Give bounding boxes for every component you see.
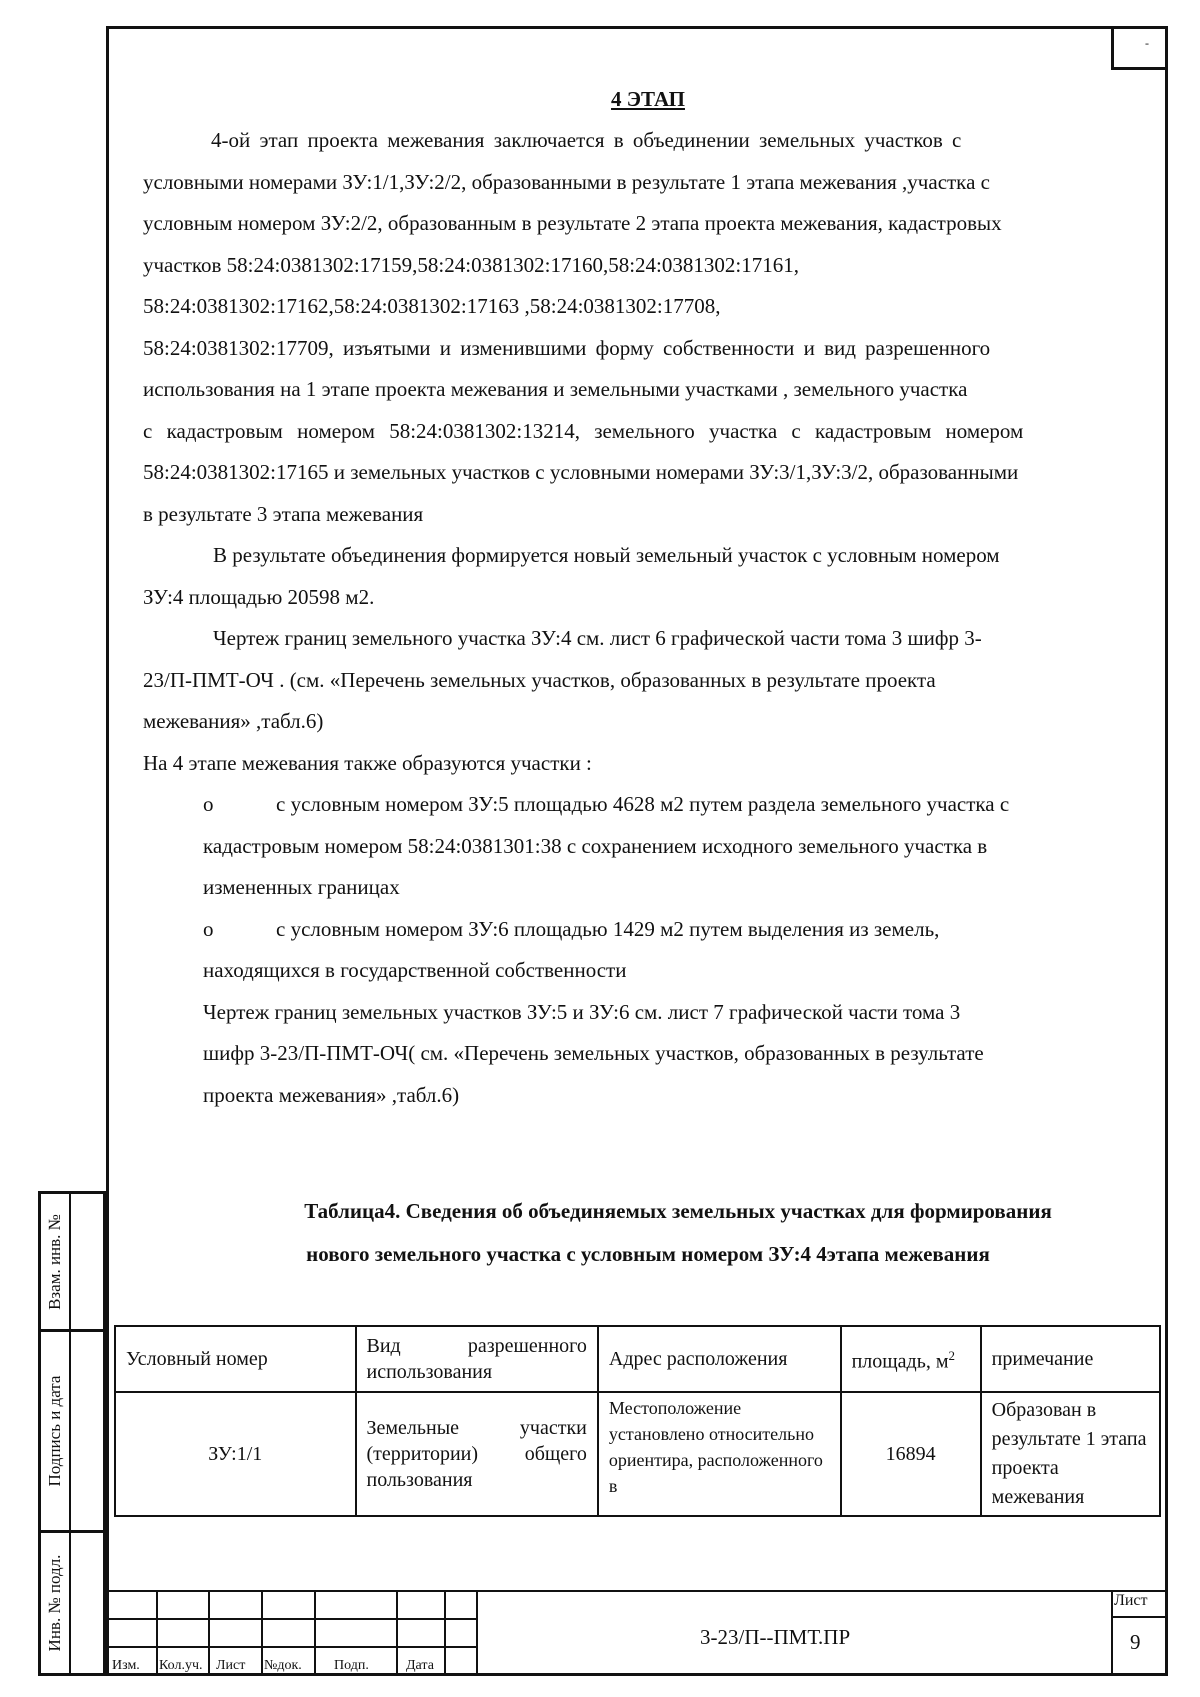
text-line: с кадастровым номером 58:24:0381302:13214, земельного участка с кадастровым номером <box>143 418 1024 443</box>
text-line: В результате объединения формируется новый земельный участок с условным номером <box>213 543 1000 567</box>
paragraph-1 <box>143 120 1153 535</box>
table-header-row <box>115 1326 1160 1392</box>
table-caption <box>143 1190 1153 1276</box>
text-line: 58:24:0381302:17162,58:24:0381302:17163 ,58:24:0381302:17708, <box>143 294 721 318</box>
text-line: шифр 3-23/П-ПМТ-ОЧ( см. «Перечень земельных участков, образованных в результате <box>203 1041 984 1065</box>
text-line: находящихся в государственной собственности <box>203 958 627 982</box>
paragraph-3 <box>143 618 1153 743</box>
text-line: 58:24:0381302:17709, изъятыми и изменившими форму собственности и вид разрешенного <box>143 335 991 360</box>
side-stamp-label: Подпись и дата <box>45 1375 64 1487</box>
cell-number: ЗУ:1/1 <box>115 1392 356 1516</box>
cell-area: 16894 <box>841 1392 981 1516</box>
text-line: 23/П-ПМТ-ОЧ . (см. «Перечень земельных участков, образованных в результате проекта <box>143 667 936 692</box>
document-body <box>143 78 1153 1116</box>
text-line: проекта межевания» ,табл.6) <box>203 1082 460 1107</box>
header-cell: примечание <box>981 1326 1160 1392</box>
sheet-number: 9 <box>1130 1630 1141 1654</box>
text-line: кадастровым номером 58:24:0381301:38 с сохранением исходного земельного участка в <box>203 833 988 858</box>
text-line: 4-ой этап проекта межевания заключается в объединении земельных участков с <box>211 128 962 152</box>
side-stamp-signature <box>38 1332 106 1533</box>
side-stamp-inventory <box>38 1533 106 1676</box>
header-cell-area <box>841 1326 981 1392</box>
header-superscript: 2 <box>948 1348 955 1364</box>
corner-box <box>1111 28 1166 70</box>
parcels-table <box>114 1325 1161 1517</box>
tb-label-docnum: №док. <box>264 1658 302 1673</box>
paragraph-2 <box>143 535 1153 618</box>
text-line: с условным номером ЗУ:6 площадью 1429 м2 путем выделения из земель, <box>276 916 940 941</box>
side-stamp-label: Взам. инв. № <box>45 1213 64 1310</box>
text-line: Чертеж границ земельных участков ЗУ:5 и ЗУ:6 см. лист 7 графической части тома 3 <box>203 999 961 1024</box>
tb-label-count: Кол.уч. <box>159 1658 203 1673</box>
tb-label-sign: Подп. <box>334 1658 369 1673</box>
tb-label-change: Изм. <box>112 1658 140 1673</box>
header-cell: Условный номер <box>115 1326 356 1392</box>
text-line: с условным номером ЗУ:5 площадью 4628 м2 путем раздела земельного участка с <box>276 792 1010 816</box>
bullet-marker: o <box>203 916 214 941</box>
bullet-item <box>143 909 1153 992</box>
text-line: Чертеж границ земельного участка ЗУ:4 см. лист 6 графической части тома 3 шифр 3- <box>213 626 982 650</box>
text-line: измененных границах <box>203 875 400 899</box>
table-row <box>115 1392 1160 1516</box>
side-stamp-replacement <box>38 1191 106 1332</box>
caption-line: нового земельного участка с условным номером ЗУ:4 4этапа межевания <box>306 1242 990 1266</box>
bullet-list <box>143 784 1153 992</box>
text-line: ЗУ:4 площадью 20598 м2. <box>143 584 375 609</box>
title-block <box>106 1590 1168 1676</box>
text-line: в результате 3 этапа межевания <box>143 501 424 526</box>
bullet-item <box>143 784 1153 909</box>
bullet-marker: o <box>203 792 214 816</box>
header-cell: Вид разрешенного использования <box>356 1326 598 1392</box>
sheet-label: Лист <box>1114 1592 1148 1609</box>
cell-address: Местоположение установлено относительно ориентира, расположенного в <box>598 1392 841 1516</box>
page-heading: 4 ЭТАП <box>611 87 685 111</box>
text-line: участков 58:24:0381302:17159,58:24:0381302:17160,58:24:0381302:17161, <box>143 252 799 277</box>
side-stamp-label: Инв. № подл. <box>45 1554 64 1652</box>
header-text: площадь, м <box>851 1350 949 1373</box>
corner-mark: - <box>1145 36 1149 50</box>
document-code: 3-23/П--ПМТ.ПР <box>700 1625 851 1649</box>
cell-note: Образован в результате 1 этапа проекта межевания <box>981 1392 1160 1516</box>
paragraph-5 <box>143 992 1153 1117</box>
text-line: 58:24:0381302:17165 и земельных участков с условными номерами ЗУ:3/1,ЗУ:3/2, образованными <box>143 460 1019 484</box>
cell-use: Земельные участки (территории) общего пользования <box>356 1392 598 1516</box>
text-line: условным номером ЗУ:2/2, образованным в результате 2 этапа проекта межевания, кадастровых <box>143 211 1002 235</box>
text-line: межевания» ,табл.6) <box>143 709 324 733</box>
paragraph-4: На 4 этапе межевания также образуются участки : <box>143 750 592 775</box>
caption-line: Таблица4. Сведения об объединяемых земельных участках для формирования <box>304 1199 1052 1223</box>
text-line: условными номерами ЗУ:1/1,ЗУ:2/2, образованными в результате 1 этапа межевания ,участка с <box>143 169 990 194</box>
header-cell: Адрес расположения <box>598 1326 841 1392</box>
text-line: использования на 1 этапе проекта межевания и земельными участками , земельного участка <box>143 377 968 401</box>
tb-label-sheet: Лист <box>216 1658 246 1673</box>
tb-label-date: Дата <box>406 1658 434 1673</box>
